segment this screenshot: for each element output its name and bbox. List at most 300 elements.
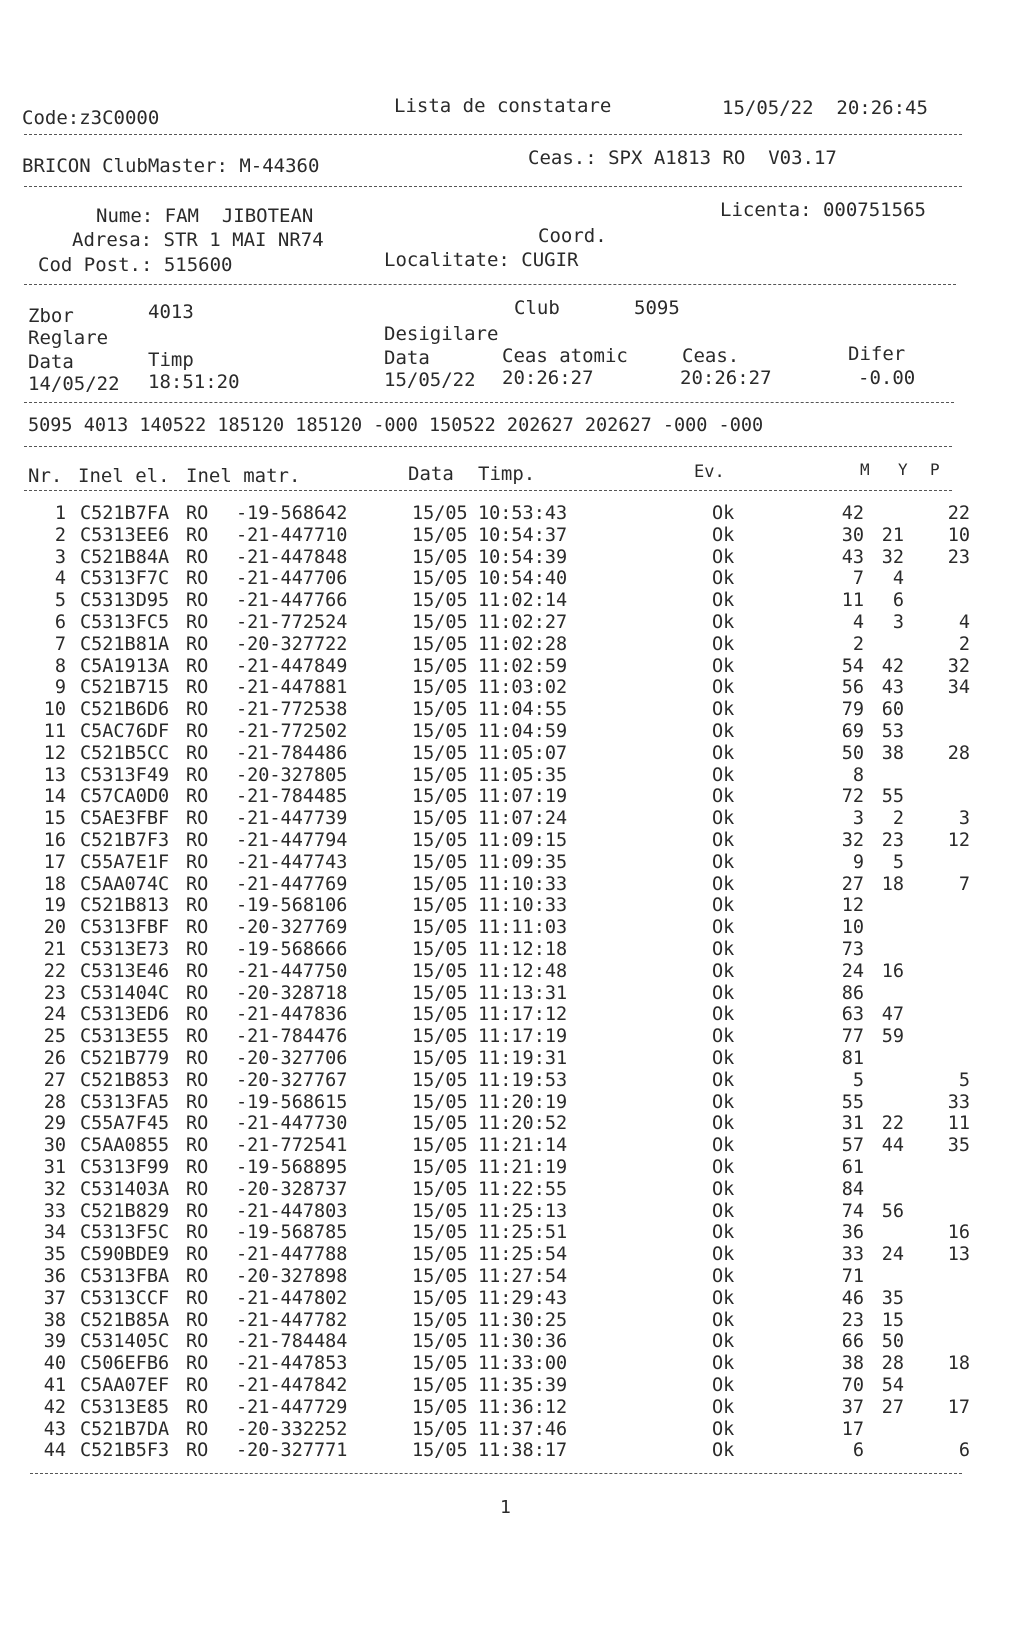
row-number: 20 <box>43 917 66 939</box>
event-status: Ok <box>712 1331 735 1353</box>
row-number: 10 <box>43 699 66 721</box>
country-code: RO <box>186 1222 209 1244</box>
event-status: Ok <box>712 568 735 590</box>
arrival-date: 15/05 <box>412 677 468 699</box>
arrival-time: 11:27:54 <box>478 1266 568 1287</box>
y-value: 42 <box>881 655 904 677</box>
table-row <box>0 699 1024 721</box>
country-code: RO <box>186 808 209 830</box>
divider <box>24 186 962 187</box>
table-row <box>0 1419 1024 1441</box>
m-value: 71 <box>841 1266 864 1287</box>
table-row <box>0 917 1024 939</box>
coord-label: Coord. <box>538 225 607 247</box>
arrival-time: 11:25:54 <box>478 1244 568 1266</box>
arrival-date: 15/05 <box>412 1396 468 1418</box>
arrival-date: 15/05 <box>412 1091 468 1113</box>
event-status: Ok <box>712 851 735 873</box>
ring-number: -21-447836 <box>236 1004 348 1026</box>
country-code: RO <box>186 503 209 524</box>
row-number: 21 <box>43 939 66 960</box>
arrival-time: 11:17:12 <box>478 1004 568 1026</box>
clock-label: Ceas.: SPX A1813 RO V03.17 <box>528 147 837 169</box>
summary-code-line: 5095 4013 140522 185120 185120 -000 150522 202627 202627 -000 -000 <box>28 415 764 436</box>
m-value: 73 <box>841 939 864 960</box>
divider <box>24 284 956 285</box>
arrival-time: 11:02:14 <box>478 590 568 612</box>
m-value: 9 <box>852 851 864 873</box>
m-value: 86 <box>841 982 864 1004</box>
p-value: 7 <box>958 873 970 895</box>
y-value: 6 <box>892 590 904 612</box>
country-code: RO <box>186 1178 209 1200</box>
event-status: Ok <box>712 1157 735 1178</box>
ring-number: -21-447739 <box>236 808 348 830</box>
electronic-ring: C5313F49 <box>80 764 170 786</box>
arrival-date: 15/05 <box>412 1331 468 1353</box>
electronic-ring: C5AA07EF <box>80 1375 170 1396</box>
event-status: Ok <box>712 1069 735 1091</box>
country-code: RO <box>186 1375 209 1396</box>
y-value: 28 <box>881 1353 904 1375</box>
divider <box>24 402 954 403</box>
ring-number: -21-784486 <box>236 742 348 764</box>
country-code: RO <box>186 1113 209 1135</box>
p-value: 32 <box>947 655 970 677</box>
arrival-time: 11:03:02 <box>478 677 568 699</box>
reg-time: 18:51:20 <box>148 371 240 393</box>
des-date: 15/05/22 <box>384 369 476 391</box>
electronic-ring: C521B6D6 <box>80 699 170 721</box>
row-number: 22 <box>43 960 66 982</box>
electronic-ring: C55A7E1F <box>80 851 170 873</box>
event-status: Ok <box>712 873 735 895</box>
arrival-date: 15/05 <box>412 1157 468 1178</box>
row-number: 24 <box>43 1004 66 1026</box>
ring-number: -19-568895 <box>236 1157 348 1178</box>
arrival-time: 11:11:03 <box>478 917 568 939</box>
country-code: RO <box>186 1418 209 1440</box>
ring-number: -21-447849 <box>236 655 348 677</box>
row-number: 14 <box>43 786 66 808</box>
license-label: Licenta: 000751565 <box>720 199 926 221</box>
m-value: 69 <box>841 721 864 742</box>
divider <box>24 134 962 135</box>
table-row <box>0 852 1024 874</box>
electronic-ring: C521B85A <box>80 1309 170 1331</box>
row-number: 26 <box>43 1048 66 1069</box>
arrival-date: 15/05 <box>412 1178 468 1200</box>
ring-number: -20-327898 <box>236 1266 348 1287</box>
country-code: RO <box>186 960 209 982</box>
ring-number: -20-332252 <box>236 1418 348 1440</box>
row-number: 7 <box>54 633 66 655</box>
m-value: 27 <box>841 873 864 895</box>
table-row <box>0 1353 1024 1375</box>
col-ev: Ev. <box>694 462 725 482</box>
arrival-time: 11:22:55 <box>478 1178 568 1200</box>
arrival-date: 15/05 <box>412 524 468 546</box>
country-code: RO <box>186 873 209 895</box>
event-status: Ok <box>712 546 735 568</box>
arrival-time: 11:20:52 <box>478 1113 568 1135</box>
divider <box>30 1473 962 1474</box>
country-code: RO <box>186 568 209 590</box>
clubmaster-label: BRICON ClubMaster: M-44360 <box>22 155 320 177</box>
country-code: RO <box>186 1135 209 1157</box>
table-row <box>0 721 1024 743</box>
electronic-ring: C5313D95 <box>80 590 170 612</box>
event-status: Ok <box>712 1375 735 1396</box>
divider <box>24 446 952 447</box>
event-status: Ok <box>712 1287 735 1309</box>
electronic-ring: C521B81A <box>80 633 170 655</box>
electronic-ring: C521B84A <box>80 546 170 568</box>
y-value: 54 <box>881 1375 904 1396</box>
electronic-ring: C521B853 <box>80 1069 170 1091</box>
arrival-time: 11:36:12 <box>478 1396 568 1418</box>
table-row <box>0 1222 1024 1244</box>
p-value: 2 <box>958 633 970 655</box>
table-row <box>0 1288 1024 1310</box>
difer-value: -0.00 <box>858 367 916 389</box>
country-code: RO <box>186 1091 209 1113</box>
m-value: 66 <box>841 1331 864 1353</box>
event-status: Ok <box>712 1440 735 1462</box>
country-code: RO <box>186 1287 209 1309</box>
event-status: Ok <box>712 917 735 939</box>
p-value: 3 <box>958 808 970 830</box>
ring-number: -21-447706 <box>236 568 348 590</box>
col-data: Data <box>408 463 454 485</box>
electronic-ring: C531405C <box>80 1331 170 1353</box>
y-value: 59 <box>881 1026 904 1048</box>
y-value: 56 <box>881 1200 904 1222</box>
table-row <box>0 1266 1024 1288</box>
p-value: 13 <box>947 1244 970 1266</box>
table-row <box>0 874 1024 896</box>
table-row <box>0 1026 1024 1048</box>
des-atomic-time: 20:26:27 <box>502 367 594 389</box>
electronic-ring: C5313FBA <box>80 1266 170 1287</box>
row-number: 25 <box>43 1026 66 1048</box>
arrival-time: 10:54:39 <box>478 546 568 568</box>
country-code: RO <box>186 1026 209 1048</box>
electronic-ring: C5313FC5 <box>80 612 170 633</box>
table-row <box>0 1135 1024 1157</box>
y-value: 16 <box>881 960 904 982</box>
electronic-ring: C521B715 <box>80 677 170 699</box>
y-value: 18 <box>881 873 904 895</box>
p-value: 17 <box>947 1396 970 1418</box>
y-value: 38 <box>881 742 904 764</box>
electronic-ring: C5AA074C <box>80 873 170 895</box>
electronic-ring: C5313E85 <box>80 1396 170 1418</box>
arrival-date: 15/05 <box>412 851 468 873</box>
electronic-ring: C521B7DA <box>80 1418 170 1440</box>
p-value: 5 <box>958 1069 970 1091</box>
m-value: 24 <box>841 960 864 982</box>
zbor-label: Zbor <box>28 305 74 327</box>
country-code: RO <box>186 1004 209 1026</box>
arrival-date: 15/05 <box>412 917 468 939</box>
des-data-label: Data <box>384 347 430 369</box>
electronic-ring: C5313E55 <box>80 1026 170 1048</box>
country-code: RO <box>186 1396 209 1418</box>
arrival-date: 15/05 <box>412 1222 468 1244</box>
table-row <box>0 743 1024 765</box>
m-value: 2 <box>852 633 864 655</box>
table-row <box>0 1201 1024 1223</box>
arrival-date: 15/05 <box>412 612 468 633</box>
m-value: 81 <box>841 1048 864 1069</box>
arrival-time: 11:13:31 <box>478 982 568 1004</box>
ring-number: -21-772502 <box>236 721 348 742</box>
col-y: Y <box>898 460 908 479</box>
electronic-ring: C5313F7C <box>80 568 170 590</box>
y-value: 5 <box>892 851 904 873</box>
p-value: 10 <box>947 524 970 546</box>
table-row <box>0 568 1024 590</box>
ring-number: -21-447750 <box>236 960 348 982</box>
p-value: 23 <box>947 546 970 568</box>
ring-number: -21-784485 <box>236 786 348 808</box>
row-number: 13 <box>43 764 66 786</box>
electronic-ring: C521B5CC <box>80 742 170 764</box>
country-code: RO <box>186 612 209 633</box>
event-status: Ok <box>712 960 735 982</box>
arrival-date: 15/05 <box>412 1266 468 1287</box>
table-row <box>0 1375 1024 1397</box>
row-number: 39 <box>43 1331 66 1353</box>
event-status: Ok <box>712 503 735 524</box>
arrival-date: 15/05 <box>412 590 468 612</box>
electronic-ring: C5313F5C <box>80 1222 170 1244</box>
event-status: Ok <box>712 1266 735 1287</box>
y-value: 43 <box>881 677 904 699</box>
event-status: Ok <box>712 786 735 808</box>
arrival-time: 11:02:28 <box>478 633 568 655</box>
event-status: Ok <box>712 895 735 917</box>
table-row <box>0 677 1024 699</box>
y-value: 53 <box>881 721 904 742</box>
country-code: RO <box>186 786 209 808</box>
m-value: 63 <box>841 1004 864 1026</box>
m-value: 84 <box>841 1178 864 1200</box>
ring-number: -20-328737 <box>236 1178 348 1200</box>
desigilare-label: Desigilare <box>384 323 499 345</box>
event-status: Ok <box>712 808 735 830</box>
arrival-date: 15/05 <box>412 633 468 655</box>
country-code: RO <box>186 1157 209 1178</box>
ring-number: -19-568615 <box>236 1091 348 1113</box>
locality-label: Localitate: CUGIR <box>384 249 579 271</box>
electronic-ring: C521B779 <box>80 1048 170 1069</box>
country-code: RO <box>186 742 209 764</box>
y-value: 47 <box>881 1004 904 1026</box>
col-m: M <box>860 460 870 479</box>
arrival-time: 11:05:35 <box>478 764 568 786</box>
arrival-time: 11:19:53 <box>478 1069 568 1091</box>
electronic-ring: C531403A <box>80 1178 170 1200</box>
y-value: 55 <box>881 786 904 808</box>
event-status: Ok <box>712 612 735 633</box>
m-value: 7 <box>852 568 864 590</box>
arrival-time: 11:09:15 <box>478 830 568 851</box>
arrival-date: 15/05 <box>412 830 468 851</box>
event-status: Ok <box>712 1091 735 1113</box>
arrival-time: 11:02:59 <box>478 655 568 677</box>
ring-number: -19-568785 <box>236 1222 348 1244</box>
m-value: 46 <box>841 1287 864 1309</box>
row-number: 6 <box>54 612 66 633</box>
p-value: 34 <box>947 677 970 699</box>
arrival-time: 10:54:40 <box>478 568 568 590</box>
event-status: Ok <box>712 1244 735 1266</box>
p-value: 16 <box>947 1222 970 1244</box>
ring-number: -21-772538 <box>236 699 348 721</box>
table-row <box>0 1310 1024 1332</box>
arrival-time: 11:33:00 <box>478 1353 568 1375</box>
electronic-ring: C531404C <box>80 982 170 1004</box>
arrival-time: 11:12:18 <box>478 939 568 960</box>
row-number: 3 <box>54 546 66 568</box>
ring-number: -20-328718 <box>236 982 348 1004</box>
row-number: 33 <box>43 1200 66 1222</box>
row-number: 5 <box>54 590 66 612</box>
ring-number: -20-327805 <box>236 764 348 786</box>
m-value: 79 <box>841 699 864 721</box>
arrival-date: 15/05 <box>412 1287 468 1309</box>
arrival-date: 15/05 <box>412 982 468 1004</box>
m-value: 6 <box>852 1440 864 1462</box>
p-value: 22 <box>947 503 970 524</box>
row-number: 17 <box>43 851 66 873</box>
row-number: 28 <box>43 1091 66 1113</box>
country-code: RO <box>186 764 209 786</box>
table-row <box>0 1092 1024 1114</box>
reg-timp-label: Timp <box>148 349 194 371</box>
table-row <box>0 590 1024 612</box>
event-status: Ok <box>712 1396 735 1418</box>
row-number: 43 <box>43 1418 66 1440</box>
arrival-time: 11:05:07 <box>478 742 568 764</box>
m-value: 30 <box>841 524 864 546</box>
country-code: RO <box>186 677 209 699</box>
arrival-date: 15/05 <box>412 873 468 895</box>
electronic-ring: C521B813 <box>80 895 170 917</box>
country-code: RO <box>186 1048 209 1069</box>
country-code: RO <box>186 721 209 742</box>
electronic-ring: C521B7FA <box>80 503 170 524</box>
arrival-time: 11:25:13 <box>478 1200 568 1222</box>
p-value: 12 <box>947 830 970 851</box>
arrival-date: 15/05 <box>412 1375 468 1396</box>
y-value: 4 <box>892 568 904 590</box>
event-status: Ok <box>712 655 735 677</box>
reglare-label: Reglare <box>28 327 109 349</box>
row-number: 36 <box>43 1266 66 1287</box>
arrival-date: 15/05 <box>412 786 468 808</box>
row-number: 31 <box>43 1157 66 1178</box>
m-value: 12 <box>841 895 864 917</box>
event-status: Ok <box>712 1178 735 1200</box>
m-value: 32 <box>841 830 864 851</box>
m-value: 74 <box>841 1200 864 1222</box>
table-row <box>0 939 1024 961</box>
p-value: 33 <box>947 1091 970 1113</box>
m-value: 77 <box>841 1026 864 1048</box>
p-value: 35 <box>947 1135 970 1157</box>
row-number: 32 <box>43 1178 66 1200</box>
event-status: Ok <box>712 721 735 742</box>
arrival-time: 11:21:19 <box>478 1157 568 1178</box>
electronic-ring: C5313E73 <box>80 939 170 960</box>
country-code: RO <box>186 633 209 655</box>
country-code: RO <box>186 1244 209 1266</box>
m-value: 42 <box>841 503 864 524</box>
m-value: 54 <box>841 655 864 677</box>
ring-number: -21-447848 <box>236 546 348 568</box>
row-number: 15 <box>43 808 66 830</box>
arrival-date: 15/05 <box>412 655 468 677</box>
electronic-ring: C5AE3FBF <box>80 808 170 830</box>
row-number: 44 <box>43 1440 66 1462</box>
electronic-ring: C590BDE9 <box>80 1244 170 1266</box>
col-nr: Nr. <box>28 465 63 487</box>
table-row <box>0 1070 1024 1092</box>
country-code: RO <box>186 1069 209 1091</box>
row-number: 37 <box>43 1287 66 1309</box>
y-value: 21 <box>881 524 904 546</box>
ring-number: -20-327722 <box>236 633 348 655</box>
ring-number: -21-447729 <box>236 1396 348 1418</box>
page-number: 1 <box>500 1497 511 1518</box>
country-code: RO <box>186 1266 209 1287</box>
event-status: Ok <box>712 830 735 851</box>
electronic-ring: C5AA0855 <box>80 1135 170 1157</box>
arrival-time: 11:04:55 <box>478 699 568 721</box>
arrival-date: 15/05 <box>412 546 468 568</box>
event-status: Ok <box>712 1309 735 1331</box>
arrival-date: 15/05 <box>412 1309 468 1331</box>
event-status: Ok <box>712 1113 735 1135</box>
row-number: 23 <box>43 982 66 1004</box>
arrival-date: 15/05 <box>412 1418 468 1440</box>
table-row <box>0 1440 1024 1462</box>
arrival-date: 15/05 <box>412 1200 468 1222</box>
country-code: RO <box>186 917 209 939</box>
arrival-date: 15/05 <box>412 699 468 721</box>
arrival-time: 11:17:19 <box>478 1026 568 1048</box>
table-row <box>0 547 1024 569</box>
electronic-ring: C521B829 <box>80 1200 170 1222</box>
arrival-date: 15/05 <box>412 1113 468 1135</box>
event-status: Ok <box>712 1026 735 1048</box>
arrival-date: 15/05 <box>412 1004 468 1026</box>
m-value: 33 <box>841 1244 864 1266</box>
m-value: 50 <box>841 742 864 764</box>
table-row <box>0 1331 1024 1353</box>
table-row <box>0 1157 1024 1179</box>
arrival-time: 11:12:48 <box>478 960 568 982</box>
country-code: RO <box>186 982 209 1004</box>
country-code: RO <box>186 830 209 851</box>
arrival-date: 15/05 <box>412 895 468 917</box>
arrival-date: 15/05 <box>412 503 468 524</box>
electronic-ring: C521B7F3 <box>80 830 170 851</box>
ring-number: -19-568666 <box>236 939 348 960</box>
